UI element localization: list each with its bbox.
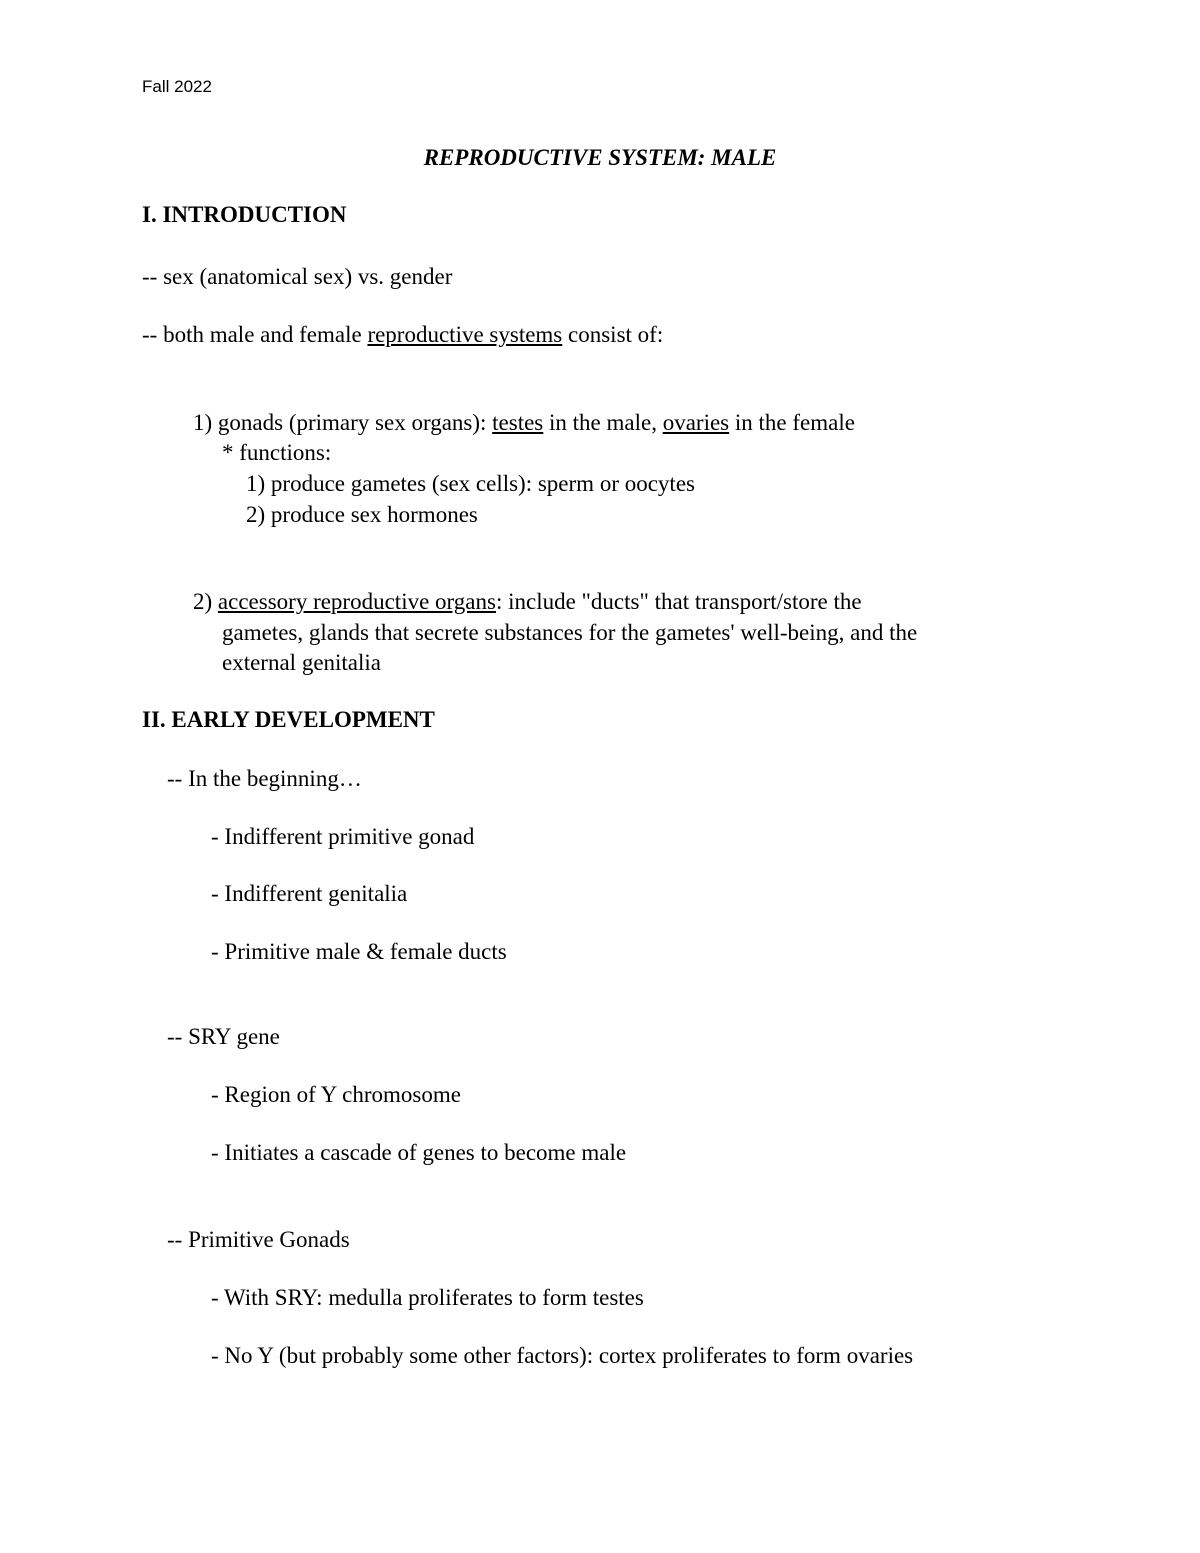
- function-item-gametes: 1) produce gametes (sex cells): sperm or oocytes: [246, 471, 695, 496]
- list-item: - Region of Y chromosome: [211, 1082, 461, 1107]
- text-segment: 1) gonads (primary sex organs):: [193, 410, 493, 435]
- page-title: REPRODUCTIVE SYSTEM: MALE: [423, 145, 777, 170]
- group-label-sry-gene: -- SRY gene: [167, 1024, 280, 1049]
- underlined-term-reproductive-systems: reproductive systems: [367, 322, 563, 347]
- underlined-term-accessory-organs: accessory reproductive organs: [217, 589, 496, 614]
- text-segment: : include "ducts" that transport/store the: [495, 589, 862, 614]
- text-segment: in the male,: [543, 410, 663, 435]
- page-header-term: Fall 2022: [142, 77, 212, 96]
- list-item-accessory-organs: [193, 588, 862, 616]
- list-item-gonads: [193, 409, 855, 437]
- accessory-organs-continuation: gametes, glands that secrete substances for the gametes' well-being, and the: [222, 620, 918, 645]
- group-label-beginning: -- In the beginning…: [167, 766, 362, 791]
- underlined-term-testes: testes: [492, 410, 544, 435]
- text-segment: -- both male and female: [142, 322, 368, 347]
- list-item: - Primitive male & female ducts: [211, 939, 507, 964]
- list-item: - Initiates a cascade of genes to become male: [211, 1140, 627, 1165]
- text-segment: 2): [193, 589, 218, 614]
- functions-label: * functions:: [222, 440, 332, 465]
- section-heading-introduction: I. INTRODUCTION: [142, 202, 347, 227]
- underlined-term-ovaries: ovaries: [662, 410, 730, 435]
- section-heading-early-development: II. EARLY DEVELOPMENT: [142, 707, 435, 732]
- function-item-hormones: 2) produce sex hormones: [246, 502, 478, 527]
- intro-line-both-systems: [142, 321, 663, 349]
- text-segment: consist of:: [562, 322, 664, 347]
- text-segment: in the female: [729, 410, 855, 435]
- list-item: - Indifferent primitive gonad: [211, 824, 475, 849]
- accessory-organs-continuation: external genitalia: [222, 650, 382, 675]
- intro-line-sex-vs-gender: -- sex (anatomical sex) vs. gender: [142, 264, 453, 289]
- group-label-primitive-gonads: -- Primitive Gonads: [167, 1227, 350, 1252]
- list-item: - No Y (but probably some other factors): cortex proliferates to form ovaries: [211, 1343, 914, 1368]
- list-item: - Indifferent genitalia: [211, 881, 408, 906]
- list-item: - With SRY: medulla proliferates to form testes: [211, 1285, 644, 1310]
